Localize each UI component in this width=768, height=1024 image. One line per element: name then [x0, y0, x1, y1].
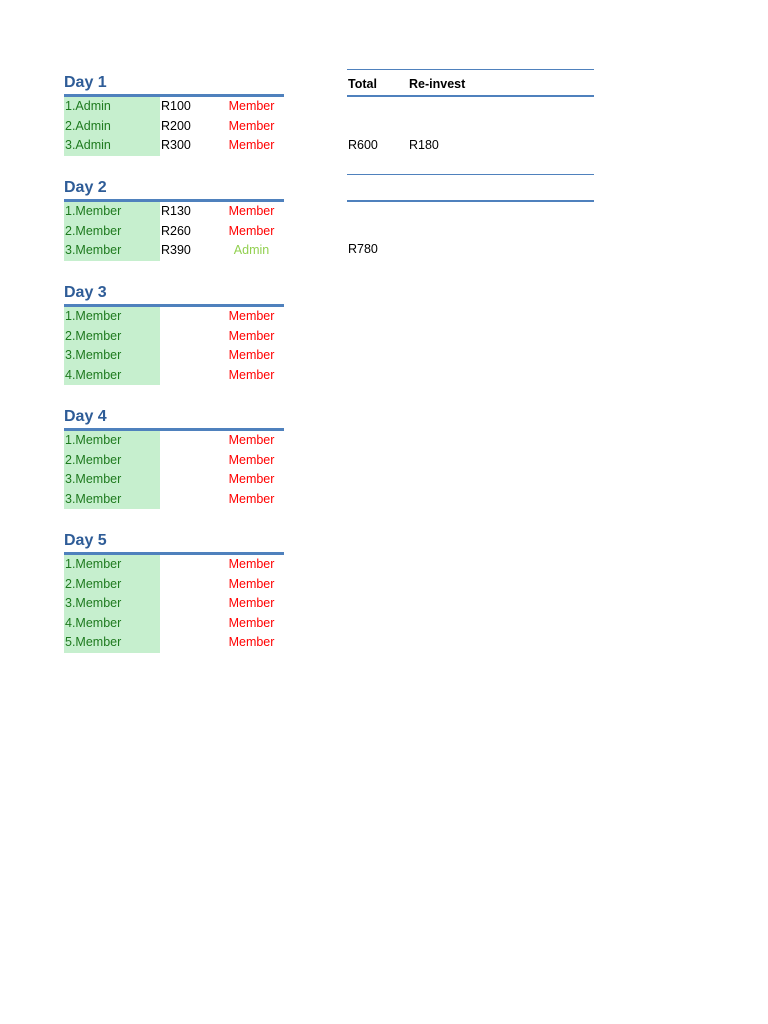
day-block: [64, 177, 284, 261]
member-label-cell: 1.Member: [64, 555, 160, 575]
day1-reinvest: R180: [409, 138, 439, 152]
day-title: Day 2: [64, 177, 284, 202]
table-row: [64, 222, 284, 242]
member-label-cell: 1.Member: [64, 307, 160, 327]
member-label-cell: 2.Admin: [64, 117, 160, 137]
table-row: [64, 136, 284, 156]
table-row: [64, 633, 284, 653]
table-row: [64, 575, 284, 595]
member-label-cell: 4.Member: [64, 614, 160, 634]
table-row: [64, 241, 284, 261]
day2-total: R780: [348, 242, 378, 256]
role-cell: Member: [228, 309, 275, 323]
table-row: [64, 346, 284, 366]
day-block: [64, 282, 284, 385]
role-cell: Member: [228, 138, 275, 152]
member-label-cell: 3.Member: [64, 470, 160, 490]
amount-cell: R300: [161, 138, 191, 152]
member-label-cell: 1.Admin: [64, 97, 160, 117]
member-label-cell: 5.Member: [64, 633, 160, 653]
member-label-cell: 1.Member: [64, 431, 160, 451]
role-cell: Member: [228, 491, 275, 506]
reinvest-header: Re-invest: [409, 77, 466, 91]
member-label-cell: 2.Member: [64, 222, 160, 242]
role-cell: Member: [228, 223, 275, 238]
member-label-cell: 3.Member: [64, 490, 160, 510]
table-row: [64, 117, 284, 137]
day-title: Day 3: [64, 282, 284, 307]
role-cell: Member: [228, 576, 275, 591]
day1-total: R600: [348, 138, 378, 152]
table-row: [64, 97, 284, 117]
total-header: Total: [348, 77, 377, 91]
summary-mid-rule: [347, 174, 594, 175]
summary-lower-rule: [347, 200, 594, 202]
summary-top-rule: [347, 69, 594, 70]
role-cell: Member: [228, 99, 275, 113]
role-cell: Member: [228, 328, 275, 343]
day-title: Day 4: [64, 406, 284, 431]
table-row: [64, 327, 284, 347]
role-cell: Member: [228, 635, 275, 649]
role-cell: Admin: [233, 243, 270, 257]
role-cell: Member: [228, 204, 275, 218]
role-cell: Member: [228, 118, 275, 133]
table-row: [64, 202, 284, 222]
role-cell: Member: [228, 596, 275, 610]
member-label-cell: 1.Member: [64, 202, 160, 222]
day-title: Day 5: [64, 530, 284, 555]
member-label-cell: 3.Member: [64, 346, 160, 366]
role-cell: Member: [228, 367, 275, 382]
day-block: [64, 406, 284, 509]
table-row: [64, 614, 284, 634]
amount-cell: R100: [161, 99, 191, 113]
table-row: [64, 470, 284, 490]
amount-cell: R390: [161, 243, 191, 257]
member-label-cell: 2.Member: [64, 451, 160, 471]
table-row: [64, 431, 284, 451]
role-cell: Member: [228, 452, 275, 467]
day-block: [64, 72, 284, 156]
role-cell: Member: [228, 472, 275, 486]
member-label-cell: 3.Admin: [64, 136, 160, 156]
table-row: [64, 451, 284, 471]
table-row: [64, 594, 284, 614]
table-row: [64, 307, 284, 327]
amount-cell: R260: [161, 223, 191, 238]
role-cell: Member: [228, 433, 275, 447]
member-label-cell: 3.Member: [64, 241, 160, 261]
amount-cell: R130: [161, 204, 191, 218]
amount-cell: R200: [161, 118, 191, 133]
member-label-cell: 2.Member: [64, 575, 160, 595]
table-row: [64, 490, 284, 510]
member-label-cell: 3.Member: [64, 594, 160, 614]
summary-header-rule: [347, 95, 594, 97]
member-label-cell: 2.Member: [64, 327, 160, 347]
role-cell: Member: [228, 348, 275, 362]
day-title: Day 1: [64, 72, 284, 97]
table-row: [64, 555, 284, 575]
role-cell: Member: [228, 557, 275, 571]
table-row: [64, 366, 284, 386]
member-label-cell: 4.Member: [64, 366, 160, 386]
role-cell: Member: [228, 615, 275, 630]
day-block: [64, 530, 284, 653]
